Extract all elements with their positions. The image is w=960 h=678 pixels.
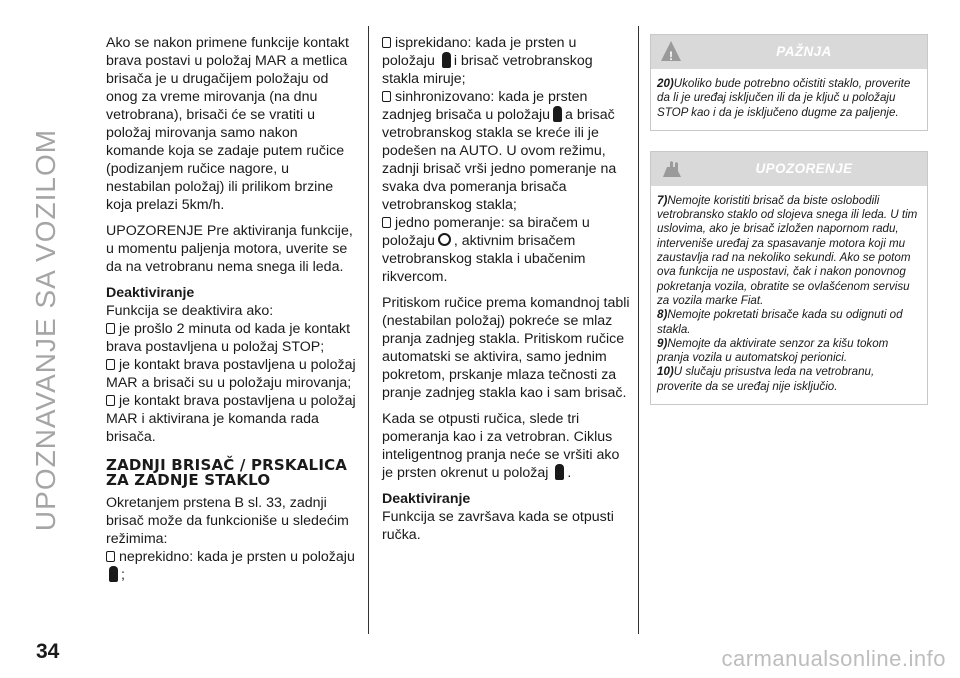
warning-box	[650, 151, 928, 405]
wiper-sync-icon	[553, 106, 562, 122]
heading-deactivation-2: Deaktiviranje	[382, 491, 471, 507]
list-item: isprekidano: kada je prsten u položaju i brisač vetrobranskog stakla miruje;	[382, 35, 593, 87]
checkbox-bullet-icon	[382, 91, 391, 102]
checkbox-bullet-icon	[382, 217, 391, 228]
paragraph-warning-snow: UPOZORENJE Pre aktiviranja funkcije, u momentu paljenja motora, uverite se da na vetrobranu nema snega ili leda.	[106, 223, 353, 275]
wiper-continuous-icon	[109, 566, 118, 582]
attention-body: 20)Ukoliko bude potrebno očistiti staklo, proverite da li je uređaj isključen ili da je ključ u položaju STOP kao i da je isključeno dugme za paljenje.	[651, 69, 927, 130]
text-column-1	[106, 34, 356, 584]
list-item: je kontakt brava postavljena u položaj MAR i aktivirana je komanda rada brisača.	[106, 393, 356, 445]
deactivation-intro: Funkcija se deaktivira ako:	[106, 303, 274, 319]
warning-item: 10)U slučaju prisustva leda na vetrobranu, proverite da se uređaj nije isključio.	[657, 365, 875, 393]
hand-caution-icon	[661, 159, 683, 179]
sidebar-section-title: UPOZNAVANJE SA VOZILOM	[30, 128, 61, 532]
footer-watermark[interactable]: carmanualsonline.info	[721, 646, 946, 671]
warning-title: UPOZORENJE	[755, 160, 853, 176]
checkbox-bullet-icon	[382, 37, 391, 48]
checkbox-bullet-icon	[106, 359, 115, 370]
heading-rear-wiper: ZADNJI BRISAČ / PRSKALICA ZA ZADNJE STAKLO	[106, 456, 348, 489]
page-number: 34	[36, 640, 60, 663]
checkbox-bullet-icon	[106, 395, 115, 406]
paragraph-end: Funkcija se završava kada se otpusti ručka.	[382, 509, 614, 543]
column-divider	[638, 26, 639, 634]
list-item: neprekidno: kada je prsten u položaju;	[106, 548, 356, 584]
attention-header	[651, 35, 927, 69]
warning-item: 7)Nemojte koristiti brisač da biste oslobodili vetrobransko staklo od slojeva snega ili leda. U tim uslovima, ako je brisač izložen napornom radu, interveniše uređaj za spasavanje motora koji mu zaustavlja rad na nekoliko sekundi. Ako se potom ova funkcija ne uspostavi, čak i nakon ponovnog pokretanja vozila, obratite se ovlašćenom servisu za vozila marke Fiat.	[657, 193, 918, 307]
warning-triangle-icon	[661, 41, 681, 61]
text-column-2	[382, 34, 632, 552]
attention-title: PAŽNJA	[776, 44, 832, 59]
list-item: sinhronizovano: kada je prsten zadnjeg brisača u položaju a brisač vetrobranskog stakla se kreće ili je podešen na AUTO. U ovom režimu, zadnji brisač vrši jedno pomeranje na svaka dva pomeranja brisača vetrobranskog stakla;	[382, 89, 617, 213]
warning-header	[651, 152, 927, 186]
checkbox-bullet-icon	[106, 551, 115, 562]
column-divider	[368, 26, 369, 634]
list-item: je kontakt brava postavljena u položaj MAR a brisači su u položaju mirovanja;	[106, 357, 356, 391]
list-item: je prošlo 2 minuta od kada je kontakt brava postavljena u položaj STOP;	[106, 321, 351, 355]
rear-wiper-intro: Okretanjem prstena B sl. 33, zadnji brisač može da funkcioniše u sledećim režimima:	[106, 495, 349, 547]
paragraph-release: Kada se otpusti ručica, slede tri pomeranja kao i za vetrobran. Ciklus inteligentnog pranja neće se vršiti ako je prsten okrenut u položaj .	[382, 411, 620, 481]
heading-deactivation: Deaktiviranje	[106, 285, 195, 301]
checkbox-bullet-icon	[106, 323, 115, 334]
list-item: jedno pomeranje: sa biračem u položaju , aktivnim brisačem vetrobranskog stakla i ubačenim rikvercom.	[382, 215, 590, 285]
warning-item: 8)Nemojte pokretati brisače kada su odignuti od stakla.	[657, 308, 903, 336]
text-column-3	[650, 34, 928, 425]
attention-box	[650, 34, 928, 131]
paragraph-rear-wash: Pritiskom ručice prema komandnoj tabli (nestabilan položaj) pokreće se mlaz pranja zadnjeg stakla. Pritiskom ručice automatski se aktivira, samo jednim pokretom, prskanje mlaza tečnosti za pranje zadnjeg stakla kao i sam brisač.	[382, 295, 630, 401]
wiper-position-icon	[555, 464, 564, 480]
warning-item: 9)Nemojte da aktivirate senzor za kišu tokom pranja vozila u automatskoj perionici.	[657, 336, 889, 365]
ring-position-icon	[438, 233, 451, 246]
wiper-intermittent-icon	[442, 52, 451, 68]
warning-body	[651, 186, 927, 404]
paragraph-wiper-return: Ako se nakon primene funkcije kontakt brava postavi u položaj MAR a metlica brisača je u drugačijem položaju od onog za vreme mirovanja (na dnu vetrobrana), brisači će se vratiti u položaj mirovanja samo nakon komande koja se zadaje putem ručice (podizanjem ručice nagore, u nestabilan položaj) ili prilikom brzine koja prelazi 5km/h.	[106, 35, 349, 213]
